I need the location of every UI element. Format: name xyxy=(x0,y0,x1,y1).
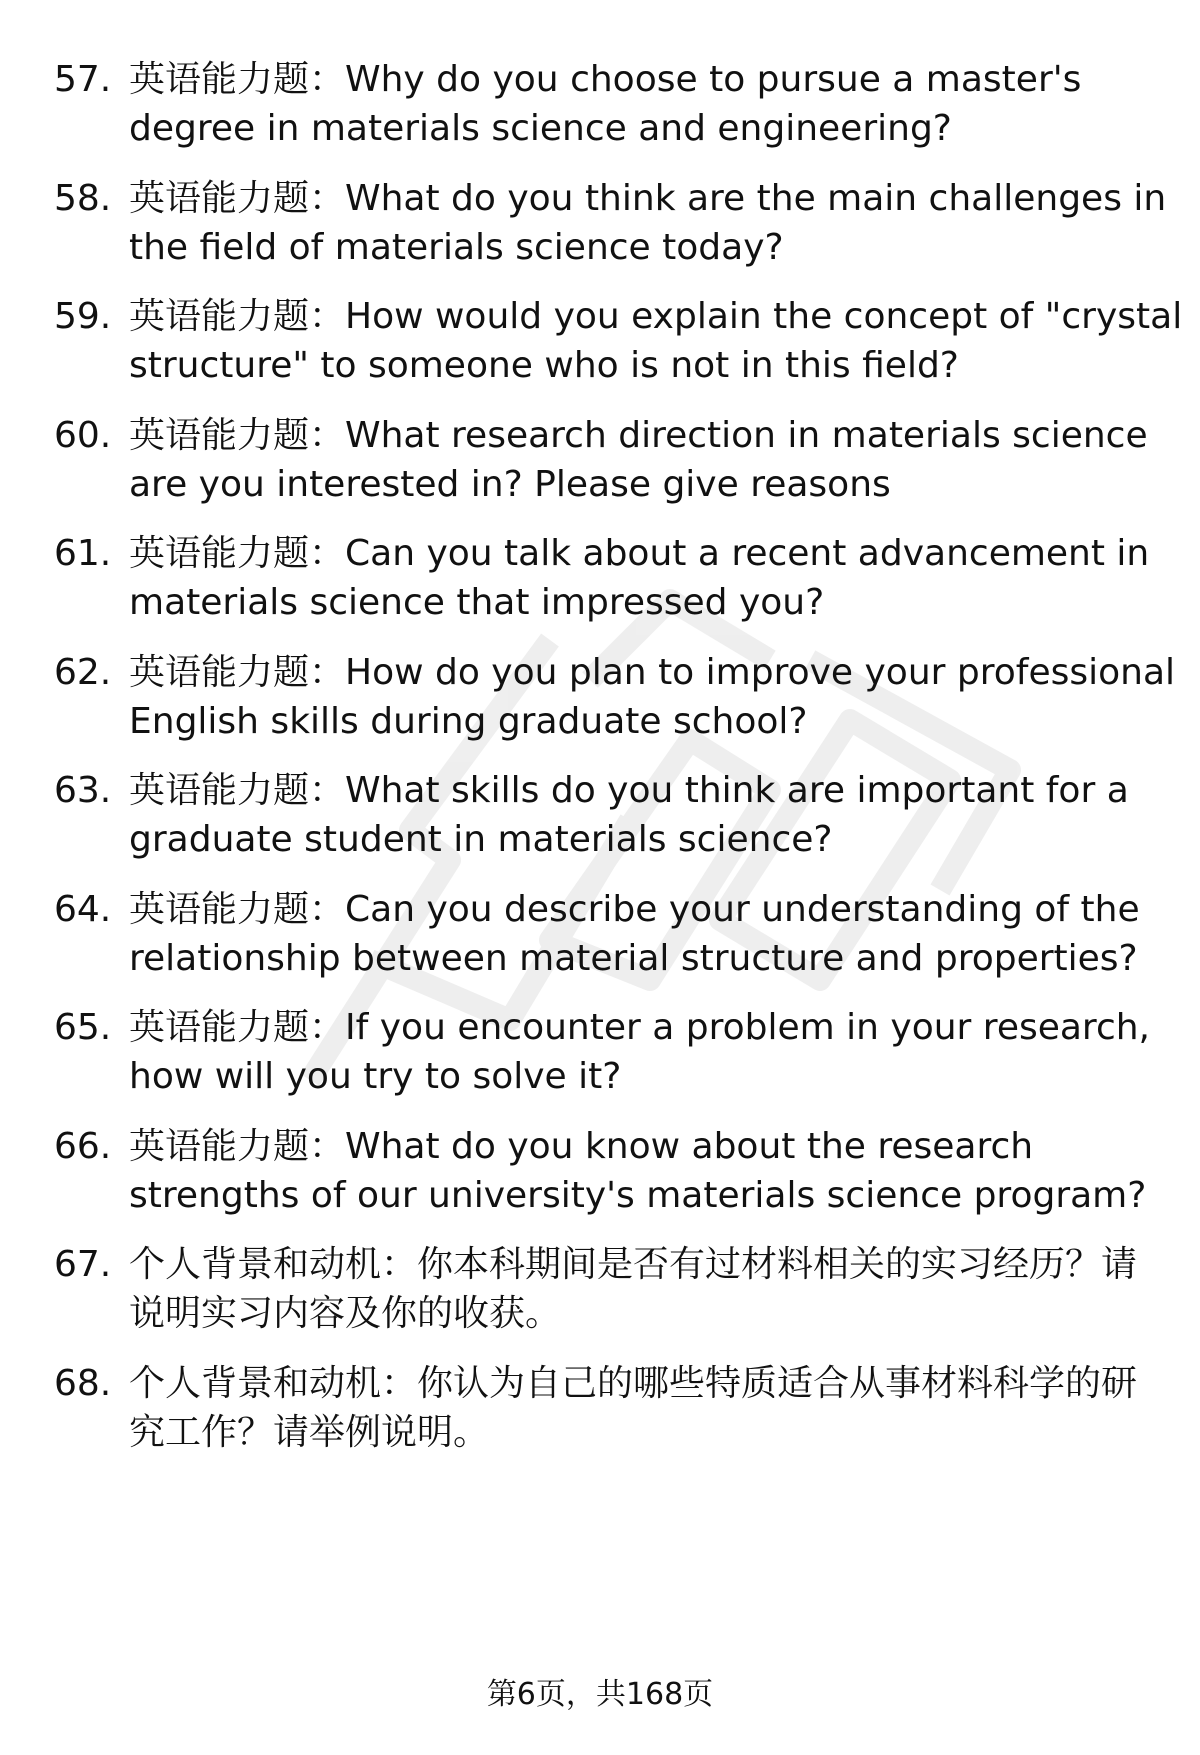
question-number: 63. xyxy=(54,770,112,811)
question-text-line: 英语能力题：How would you explain the concept of "crystal xyxy=(129,296,1183,337)
question-number: 58. xyxy=(54,178,112,219)
question-number: 59. xyxy=(54,296,112,337)
question-text-line: 英语能力题：Can you describe your understanding of the xyxy=(129,889,1140,930)
question-text-line: how will you try to solve it? xyxy=(129,1056,622,1097)
question-number: 62. xyxy=(54,652,112,693)
question-number: 61. xyxy=(54,533,112,574)
question-text-line: 英语能力题：What do you know about the research xyxy=(129,1126,1034,1167)
page-number-footer: 第6页，共168页 xyxy=(486,1677,714,1712)
question-text xyxy=(129,648,1176,746)
question-number: 67. xyxy=(54,1244,112,1285)
question-text xyxy=(129,292,1183,390)
question-text xyxy=(129,1003,1164,1101)
question-text xyxy=(129,529,1164,627)
question-text-line: 英语能力题：What skills do you think are important for a xyxy=(129,770,1129,811)
question-text xyxy=(129,885,1164,983)
question-text-line: 英语能力题：Why do you choose to pursue a master's xyxy=(129,59,1082,100)
question-number: 65. xyxy=(54,1007,112,1048)
question-text-line: strengths of our university's materials science program? xyxy=(129,1175,1147,1216)
question-number: 60. xyxy=(54,415,112,456)
question-number: 57. xyxy=(54,59,112,100)
question-text-line: 英语能力题：What research direction in materials science xyxy=(129,415,1148,456)
question-text-line: relationship between material structure and properties? xyxy=(129,938,1138,979)
question-text xyxy=(129,174,1167,272)
question-text-line: are you interested in? Please give reasons xyxy=(129,464,891,505)
question-text xyxy=(129,411,1164,509)
question-text-line: 个人背景和动机：你本科期间是否有过材料相关的实习经历？请 xyxy=(129,1244,1138,1285)
question-number: 66. xyxy=(54,1126,112,1167)
question-text-line: the field of materials science today? xyxy=(129,227,784,268)
question-text-line: 究工作？请举例说明。 xyxy=(129,1412,490,1453)
question-text-line: 英语能力题：What do you think are the main challenges in xyxy=(129,178,1167,219)
question-text xyxy=(129,1122,1164,1220)
question-text-line: structure" to someone who is not in this field? xyxy=(129,345,959,386)
question-text-line: English skills during graduate school? xyxy=(129,701,808,742)
question-text-line: 英语能力题：If you encounter a problem in your research, xyxy=(129,1007,1150,1048)
question-text xyxy=(129,1359,1164,1457)
question-text-line: 个人背景和动机：你认为自己的哪些特质适合从事材料科学的研 xyxy=(129,1363,1138,1404)
question-text-line: graduate student in materials science? xyxy=(129,819,833,860)
question-text-line: 说明实习内容及你的收获。 xyxy=(129,1293,562,1334)
question-number: 64. xyxy=(54,889,112,930)
question-text-line: 英语能力题：Can you talk about a recent advancement in xyxy=(129,533,1150,574)
question-text xyxy=(129,55,1164,153)
question-text-line: degree in materials science and engineering? xyxy=(129,108,952,149)
question-text xyxy=(129,1240,1164,1338)
question-number: 68. xyxy=(54,1363,112,1404)
question-text xyxy=(129,766,1164,864)
question-text-line: 英语能力题：How do you plan to improve your professional xyxy=(129,652,1176,693)
question-text-line: materials science that impressed you? xyxy=(129,582,825,623)
